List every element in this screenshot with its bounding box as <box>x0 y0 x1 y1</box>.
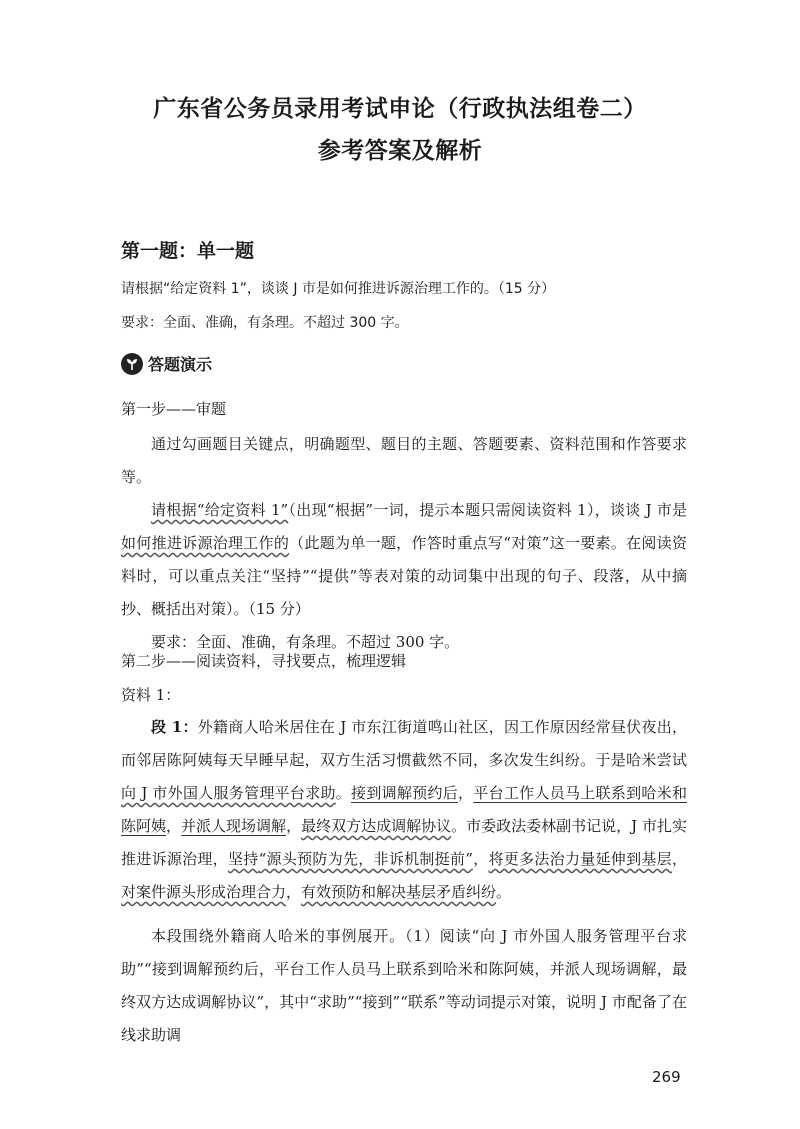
underline-phrase: 并派人现场调解 <box>181 817 287 835</box>
material-text: ， <box>472 850 489 868</box>
question-heading: 第一题：单一题 <box>121 240 255 262</box>
analysis-text: （此题为单一题，作答时重点写“对策”这一要素。在阅读资料时，可以重点关注“坚持”“提供”等表对策的动词集中出现的句子、段落，从中摘抄、概括出对策）。（15 分） <box>121 534 687 618</box>
material-text: ， <box>671 850 687 868</box>
segment-label: 段 1： <box>151 718 198 736</box>
material-text: 外籍商人哈米居住在 J 市东江街道鸣山社区，因工作原因经常昼伏夜出，而邻居陈阿姨每天早睡早起，双方生活习惯截然不同，多次发生纠纷。于是哈米尝试 <box>121 718 687 769</box>
material-paragraph <box>121 711 687 909</box>
step1-requirement: 要求：全面、准确，有条理。不超过 300 字。 <box>151 633 460 651</box>
underline-phrase: 坚持 <box>228 850 259 868</box>
underline-phrase: 平台工作人员马上联系到哈米和陈阿姨 <box>121 784 687 835</box>
underline-phrase: 最终双方达成调解协议 <box>301 817 452 835</box>
underline-phrase: 接到调解预约后 <box>351 784 459 802</box>
material-text: 。 <box>496 883 512 901</box>
analysis-paragraph: 本段围绕外籍商人哈米的事例展开。（1）阅读“向 J 市外国人服务管理平台求助”“接到调解预约后，平台工作人员马上联系到哈米和陈阿姨，并派人现场调解，最终双方达成调解协议”，其中“求助”“接到”“联系”等动词提示对策，说明 J 市配备了在线求助调 <box>121 927 687 1044</box>
step1-intro: 通过勾画题目关键点，明确题型、题目的主题、答题要素、资料范围和作答要求等。 <box>121 435 687 486</box>
step1-heading: 第一步——审题 <box>121 400 227 418</box>
page-title: 广东省公务员录用考试申论（行政执法组卷二） <box>153 96 647 122</box>
question-requirement: 要求：全面、准确，有条理。不超过 300 字。 <box>121 315 409 331</box>
material-text: ， <box>286 883 302 901</box>
underline-topic: 如何推进诉源治理工作的 <box>121 534 290 552</box>
page-number: 269 <box>652 1068 681 1086</box>
material-text: 。市委政法委林副书记说，J 市扎实推进诉源治理， <box>121 817 687 868</box>
underline-phrase: 有效预防和解决基层矛盾纠纷 <box>301 883 497 901</box>
underline-phrase: “源头预防为先，非诉机制挺前” <box>258 850 473 868</box>
material-text: ， <box>458 784 474 802</box>
material-text: ， <box>166 817 182 835</box>
answer-demo-label: 答题演示 <box>148 355 213 374</box>
material-text: ， <box>286 817 302 835</box>
step2-heading: 第二步——阅读资料，寻找要点，梳理逻辑 <box>121 652 407 670</box>
underline-phrase: 对案件源头形成治理合力 <box>121 883 287 901</box>
material-label: 资料 1： <box>121 686 181 704</box>
leaf-icon <box>121 353 143 375</box>
step1-analysis <box>121 428 687 659</box>
step1-annotated-question <box>121 494 687 626</box>
page-subtitle: 参考答案及解析 <box>317 138 483 164</box>
analysis-text: （出现“根据”一词，提示本题只需阅读资料 1），谈谈 J 市是 <box>288 501 687 519</box>
underline-phrase: 向 J 市外国人服务管理平台求助 <box>121 784 336 802</box>
material-text: 。 <box>335 784 352 802</box>
underline-keyword: 请根据 <box>151 501 197 519</box>
question-prompt: 请根据“给定资料 1”，谈谈 J 市是如何推进诉源治理工作的。（15 分） <box>121 281 556 297</box>
answer-demo-header <box>121 352 212 375</box>
underline-phrase: 将更多法治力量延伸到基层 <box>488 850 672 868</box>
underline-material: “给定资料 1” <box>196 501 289 519</box>
